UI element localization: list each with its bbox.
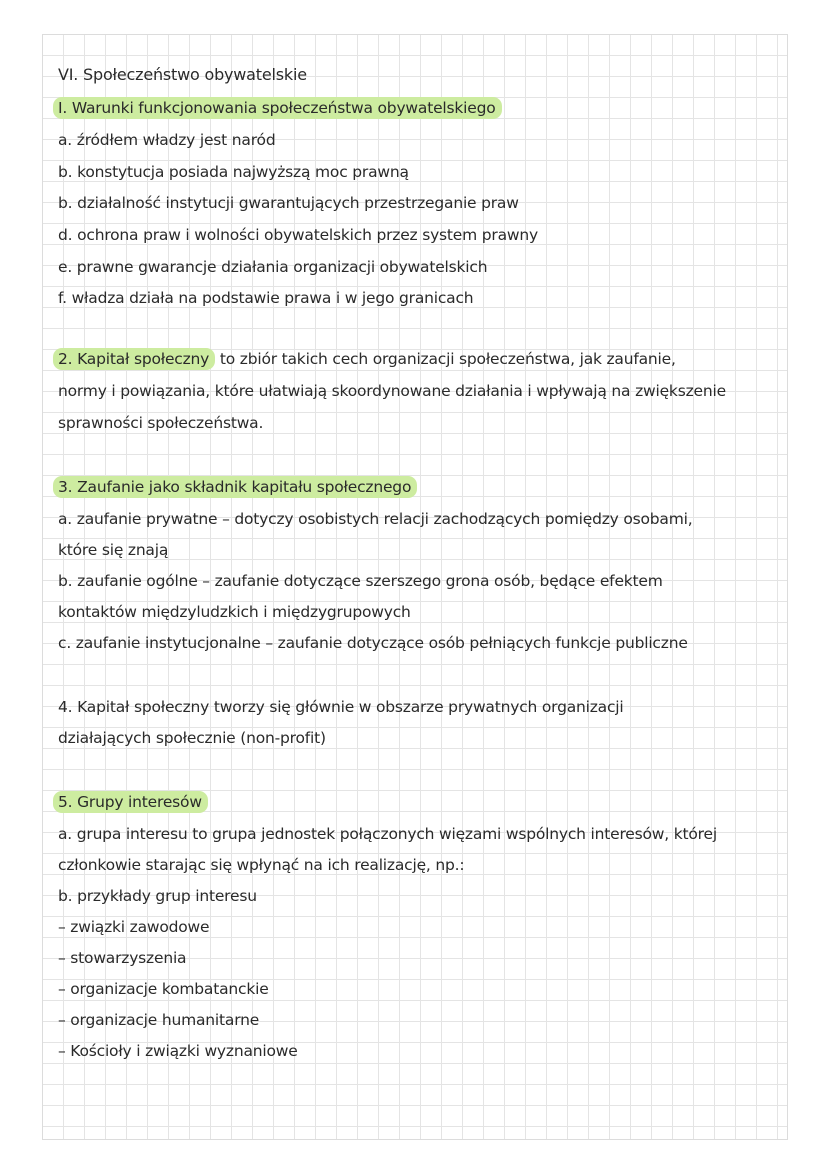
section3-line: b. zaufanie ogólne – zaufanie dotyczące szerszego grona osób, będące efektem <box>58 572 663 590</box>
section2-heading-highlight: 2. Kapitał społeczny <box>53 348 215 370</box>
section5-line: członkowie starając się wpłynąć na ich realizację, np.: <box>58 856 465 874</box>
section3-line: które się znają <box>58 541 169 559</box>
section1-item-d: d. ochrona praw i wolności obywatelskich przez system prawny <box>58 226 538 244</box>
section2-line1 <box>58 348 676 370</box>
section1-heading-highlight: I. Warunki funkcjonowania społeczeństwa obywatelskiego <box>53 97 502 119</box>
section3-line: a. zaufanie prywatne – dotyczy osobistych relacji zachodzących pomiędzy osobami, <box>58 510 693 528</box>
section2-line2: normy i powiązania, które ułatwiają skoordynowane działania i wpływają na zwiększenie <box>58 382 726 400</box>
section5-line: b. przykłady grup interesu <box>58 887 257 905</box>
list-item: – związki zawodowe <box>58 918 210 936</box>
section3-heading <box>58 476 417 498</box>
section3-line: c. zaufanie instytucjonalne – zaufanie dotyczące osób pełniących funkcje publiczne <box>58 634 688 652</box>
section2-line3: sprawności społeczeństwa. <box>58 414 264 432</box>
list-item: – organizacje humanitarne <box>58 1011 260 1029</box>
section2-line1-rest: to zbiór takich cech organizacji społeczeństwa, jak zaufanie, <box>215 350 676 368</box>
section1-item-f: f. władza działa na podstawie prawa i w jego granicach <box>58 289 474 307</box>
section5-heading <box>58 791 208 813</box>
section1-item-b1: b. konstytucja posiada najwyższą moc prawną <box>58 163 409 181</box>
list-item: – organizacje kombatanckie <box>58 980 269 998</box>
section4-line: działających społecznie (non-profit) <box>58 729 326 747</box>
page-title: VI. Społeczeństwo obywatelskie <box>58 65 307 84</box>
section4-line: 4. Kapitał społeczny tworzy się głównie w obszarze prywatnych organizacji <box>58 698 624 716</box>
section5-heading-highlight: 5. Grupy interesów <box>53 791 208 813</box>
section5-line: a. grupa interesu to grupa jednostek połączonych więzami wspólnych interesów, której <box>58 825 717 843</box>
section1-item-a: a. źródłem władzy jest naród <box>58 131 276 149</box>
section1-item-e: e. prawne gwarancje działania organizacji obywatelskich <box>58 258 488 276</box>
section3-line: kontaktów międzyludzkich i międzygrupowych <box>58 603 411 621</box>
section1-item-b2: b. działalność instytucji gwarantujących przestrzeganie praw <box>58 194 519 212</box>
list-item: – stowarzyszenia <box>58 949 187 967</box>
section3-heading-highlight: 3. Zaufanie jako składnik kapitału społecznego <box>53 476 417 498</box>
section1-heading <box>58 97 502 119</box>
list-item: – Kościoły i związki wyznaniowe <box>58 1042 298 1060</box>
